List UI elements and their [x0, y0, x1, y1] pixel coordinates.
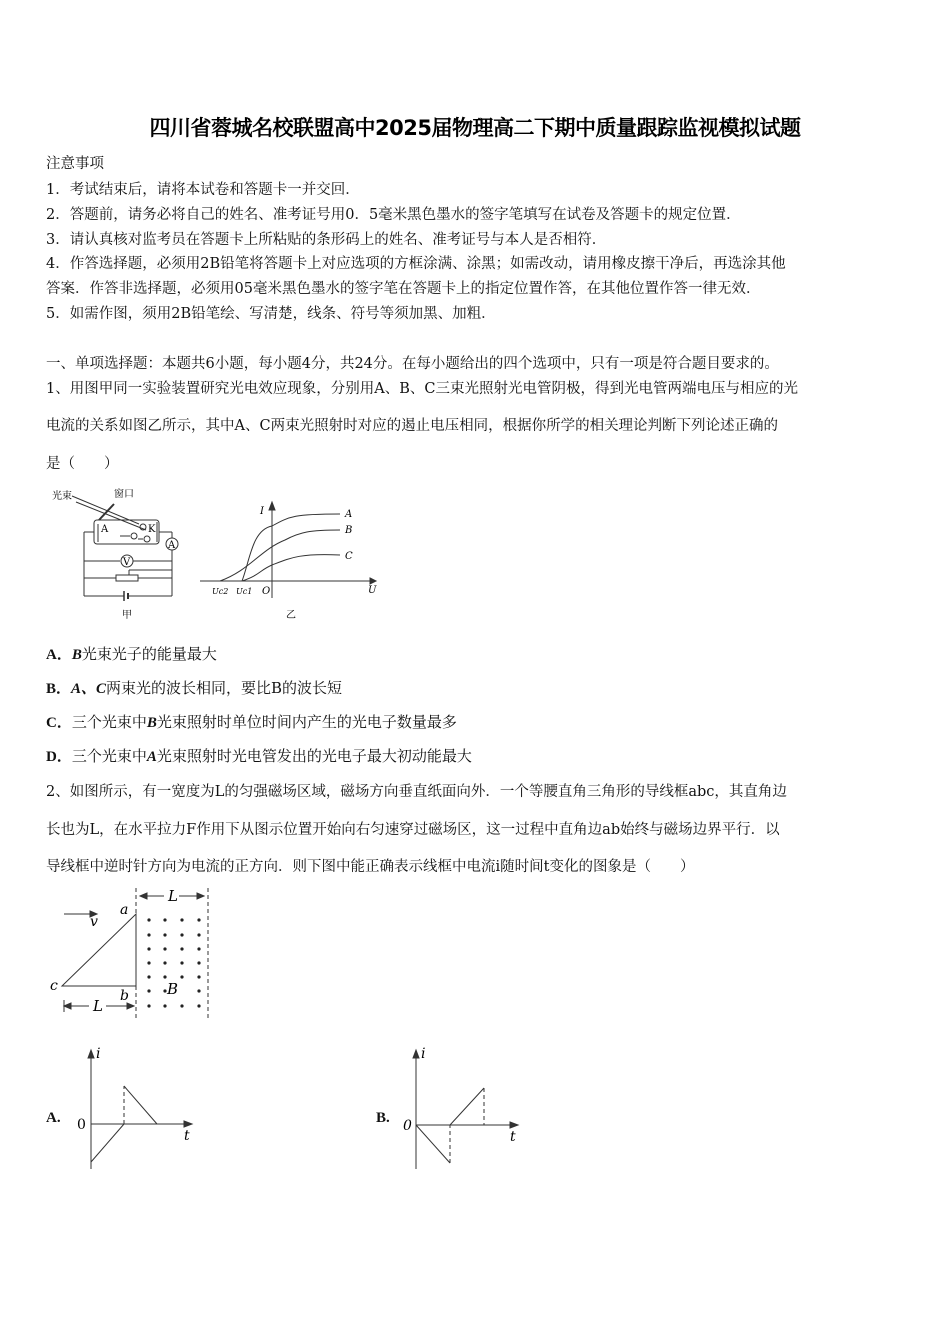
section-heading: 一、单项选择题：本题共6小题，每小题4分，共24分。在每小题给出的四个选项中，只有一项是符合题目要求的。 [46, 356, 779, 372]
field-width-label: L [168, 887, 178, 905]
notice-item: 1．考试结束后，请将本试卷和答题卡一并交回． [46, 182, 360, 198]
window-label: 窗口 [114, 489, 134, 500]
vertex-c-label: c [50, 978, 58, 994]
question-2-text: 导线框中逆时针方向为电流的正方向．则下图中能正确表示线框中电流i随时间t变化的图象是（ ） [46, 859, 695, 875]
y-axis-label: i [96, 1046, 101, 1062]
voltmeter-label: V [123, 557, 131, 568]
option-a[interactable]: A．B光束光子的能量最大 [46, 645, 217, 663]
curve-b-label: B [345, 525, 353, 536]
vertex-a-label: a [120, 902, 129, 918]
uc2-label: Uc2 [212, 587, 229, 596]
option-b[interactable]: B．A、C两束光的波长相同，要比B的波长短 [46, 679, 343, 697]
triangle-width-label: L [93, 997, 103, 1015]
light-beam-label: 光束 [52, 491, 72, 502]
notice-item: 5．如需作图，须用2B铅笔绘、写清楚，线条、符号等须加黑、加粗． [46, 306, 496, 322]
page-title: 四川省蓉城名校联盟高中2025届物理高二下期中质量跟踪监视模拟试题 [149, 116, 801, 140]
answer-a-graph[interactable] [74, 1044, 204, 1174]
notice-heading: 注意事项 [46, 156, 104, 172]
question-2-text: 长也为L，在水平拉力F作用下从图示位置开始向右匀速穿过磁场区，这一过程中直角边ab始终与磁场边界平行．以 [46, 822, 780, 838]
x-axis-label: t [184, 1128, 190, 1144]
velocity-label: v [90, 914, 98, 930]
x-axis-label: t [510, 1129, 516, 1145]
answer-b-graph[interactable] [400, 1044, 530, 1174]
question-2-text: 2、如图所示，有一宽度为L的匀强磁场区域，磁场方向垂直纸面向外．一个等腰直角三角形的导线框abc，其直角边 [46, 784, 787, 800]
magnetic-field-figure [44, 884, 224, 1019]
iu-curve-figure [190, 490, 380, 620]
origin-label: 0 [403, 1118, 412, 1134]
origin-label: O [262, 586, 271, 597]
question-1-text: 1、用图甲同一实验装置研究光电效应现象，分别用A、B、C三束光照射光电管阴极，得到光电管两端电压与相应的光 [46, 381, 798, 397]
question-1-text: 电流的关系如图乙所示，其中A、C两束光照射时对应的遏止电压相同，根据你所学的相关理论判断下列论述正确的 [46, 418, 779, 434]
option-c[interactable]: C．三个光束中B光束照射时单位时间内产生的光电子数量最多 [46, 713, 457, 731]
notice-item: 4．作答选择题，必须用2B铅笔将答题卡上对应选项的方框涂满、涂黑；如需改动，请用橡皮擦干净后，再选涂其他 [46, 256, 786, 272]
origin-label: 0 [77, 1117, 86, 1133]
anode-label: A [101, 524, 109, 535]
vertex-b-label: b [120, 988, 129, 1004]
y-axis-label: I [260, 506, 264, 517]
x-axis-label: U [368, 585, 377, 596]
circuit-diagram-figure [44, 484, 214, 624]
y-axis-label: i [421, 1046, 426, 1062]
answer-a-label[interactable]: A. [46, 1110, 61, 1126]
figure-caption-yi: 乙 [286, 610, 296, 620]
field-b-label: B [167, 980, 179, 998]
cathode-label: K [148, 524, 156, 535]
notice-item: 3．请认真核对监考员在答题卡上所粘贴的条形码上的姓名、准考证号与本人是否相符． [46, 232, 607, 248]
curve-c-label: C [345, 551, 353, 562]
ammeter-label: A [168, 540, 176, 551]
uc1-label: Uc1 [236, 587, 253, 596]
notice-item: 2．答题前，请务必将自己的姓名、准考证号用0．5毫米黑色墨水的签字笔填写在试卷及答题卡的规定位置． [46, 207, 741, 223]
answer-b-label[interactable]: B. [376, 1110, 390, 1126]
question-1-text: 是（ ） [46, 456, 119, 472]
curve-a-label: A [345, 509, 353, 520]
option-d[interactable]: D．三个光束中A光束照射时光电管发出的光电子最大初动能最大 [46, 747, 472, 765]
figure-caption-jia: 甲 [122, 610, 132, 621]
notice-item: 答案．作答非选择题，必须用05毫米黑色墨水的签字笔在答题卡上的指定位置作答，在其他位置作答一律无效． [46, 281, 761, 297]
